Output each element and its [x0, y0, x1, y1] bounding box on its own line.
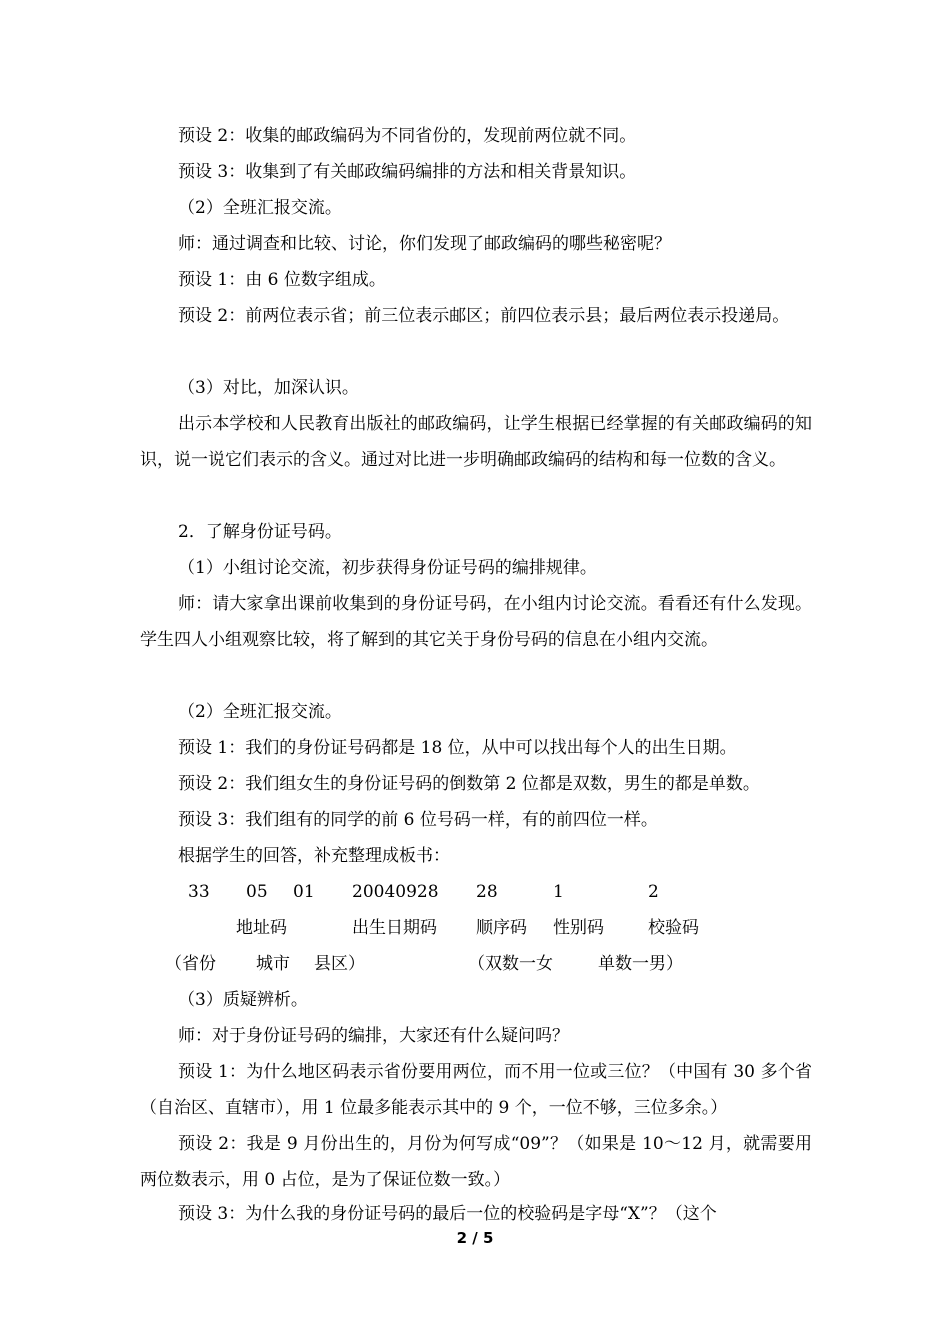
paragraph: 预设 2：我是 9 月份出生的，月份为何写成“09”？（如果是 10～12 月，就需要用两位数表示，用 0 占位，是为了保证位数一致。）	[140, 1134, 812, 1190]
paragraph: 预设 1：我们的身份证号码都是 18 位，从中可以找出每个人的出生日期。	[178, 738, 737, 758]
paragraph: 师：对于身份证号码的编排，大家还有什么疑问吗？	[178, 1026, 569, 1046]
paragraph: 预设 2：收集的邮政编码为不同省份的，发现前两位就不同。	[178, 126, 637, 146]
paragraph: 预设 3：收集到了有关邮政编码编排的方法和相关背景知识。	[178, 162, 637, 182]
board-number: 05	[246, 882, 268, 902]
paragraph: 预设 1：为什么地区码表示省份要用两位，而不用一位或三位？（中国有 30 多个省（自治区、直辖市），用 1 位最多能表示其中的 9 个，一位不够，三位多余。）	[140, 1062, 812, 1118]
board-label: 校验码	[648, 918, 699, 938]
paragraph: 预设 1：由 6 位数字组成。	[178, 270, 386, 290]
paragraph: 预设 3：为什么我的身份证号码的最后一位的校验码是字母“X”？（这个	[178, 1204, 717, 1224]
paragraph: （2）全班汇报交流。	[178, 702, 342, 722]
paragraph: （1）小组讨论交流，初步获得身份证号码的编排规律。	[178, 558, 597, 578]
board-number: 1	[553, 882, 564, 902]
paragraph: 预设 2：我们组女生的身份证号码的倒数第 2 位都是双数，男生的都是单数。	[178, 774, 760, 794]
paragraph: 预设 2：前两位表示省；前三位表示邮区；前四位表示县；最后两位表示投递局。	[178, 306, 790, 326]
board-note: 单数一男）	[598, 954, 683, 974]
paragraph: （3）质疑辨析。	[178, 990, 308, 1010]
board-note: 县区）	[314, 954, 365, 974]
paragraph: （2）全班汇报交流。	[178, 198, 342, 218]
board-label: 地址码	[236, 918, 287, 938]
paragraph: 师：通过调查和比较、讨论，你们发现了邮政编码的哪些秘密呢？	[178, 234, 671, 254]
paragraph: 出示本学校和人民教育出版社的邮政编码，让学生根据已经掌握的有关邮政编码的知识，说一说它们表示的含义。通过对比进一步明确邮政编码的结构和每一位数的含义。	[140, 414, 812, 470]
board-number: 20040928	[352, 882, 439, 902]
board-note: （省份	[165, 954, 216, 974]
paragraph: 根据学生的回答，补充整理成板书：	[178, 846, 450, 866]
paragraph: 师：请大家拿出课前收集到的身份证号码，在小组内讨论交流。看看还有什么发现。学生四人小组观察比较，将了解到的其它关于身份号码的信息在小组内交流。	[140, 594, 812, 650]
board-number: 28	[476, 882, 498, 902]
paragraph: 预设 3：我们组有的同学的前 6 位号码一样，有的前四位一样。	[178, 810, 658, 830]
board-label: 出生日期码	[352, 918, 437, 938]
paragraph: （3）对比，加深认识。	[178, 378, 359, 398]
board-note: （双数一女	[468, 954, 553, 974]
section-heading: 2．了解身份证号码。	[178, 522, 342, 542]
board-number: 2	[648, 882, 659, 902]
page-number: 2 / 5	[456, 1229, 494, 1247]
board-number: 01	[293, 882, 315, 902]
board-label: 顺序码	[476, 918, 527, 938]
board-note: 城市	[256, 954, 290, 974]
board-label: 性别码	[553, 918, 604, 938]
board-number: 33	[188, 882, 210, 902]
